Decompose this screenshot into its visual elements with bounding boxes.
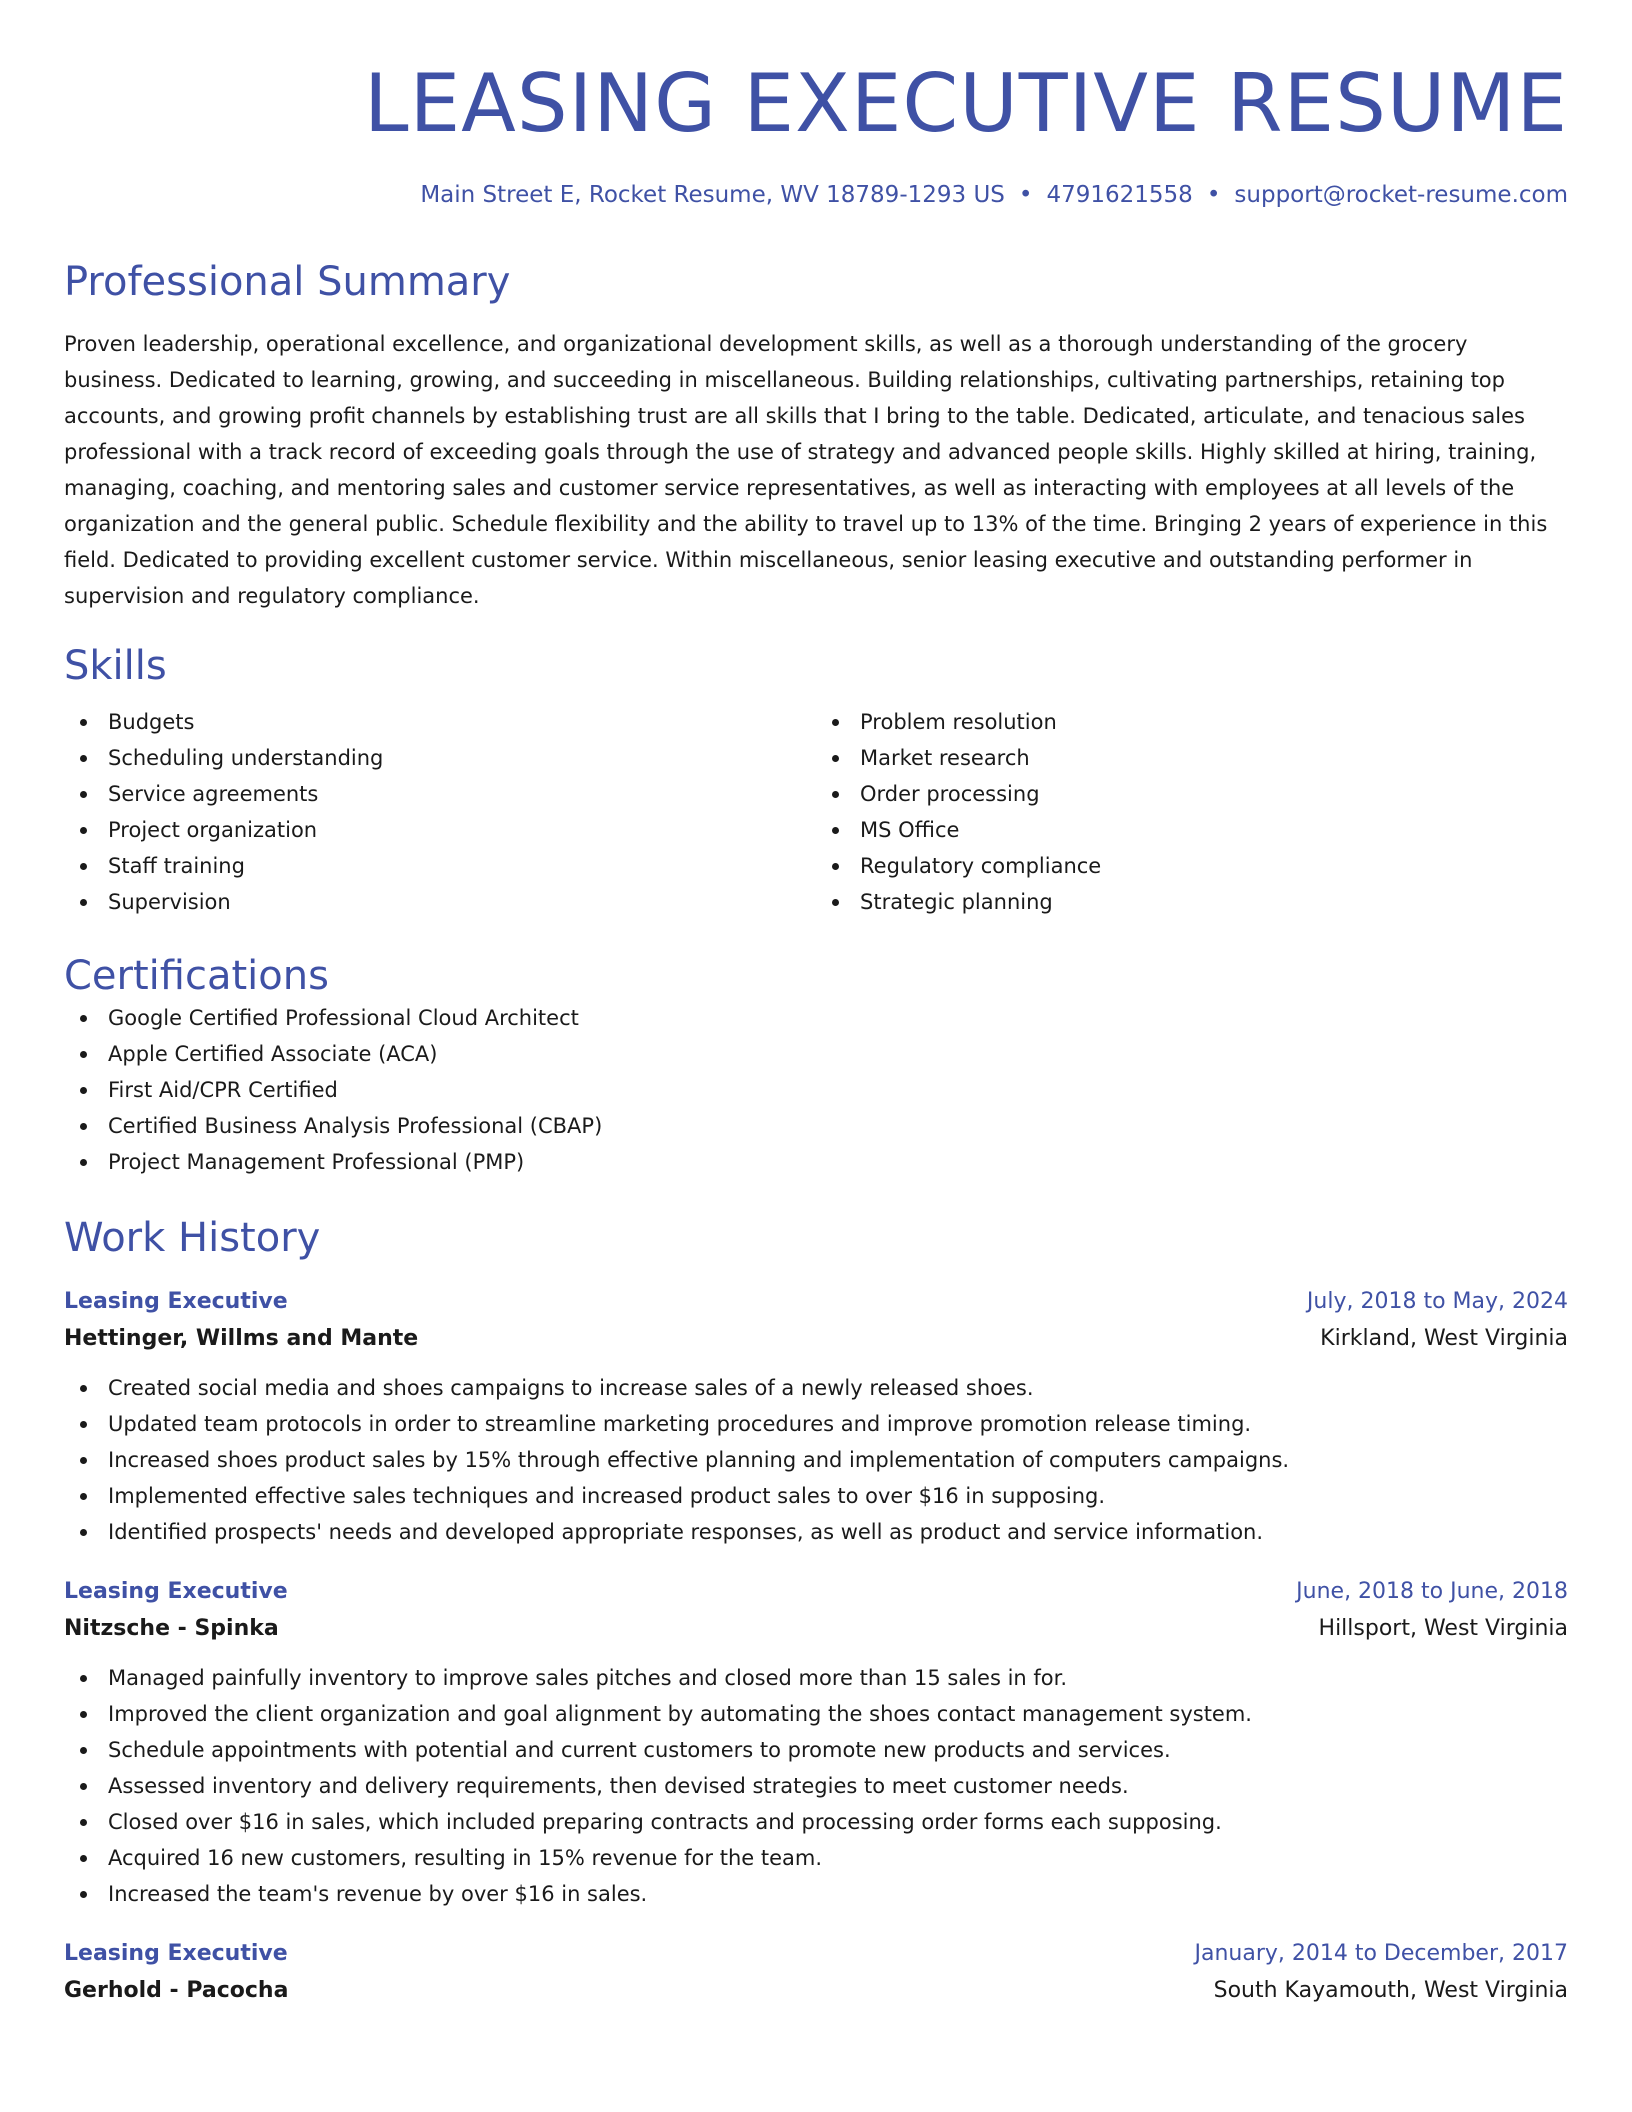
duty-item: Acquired 16 new customers, resulting in 15% revenue for the team.: [64, 1840, 1568, 1876]
job-dates: June, 2018 to June, 2018: [1296, 1579, 1568, 1604]
job-header: [64, 1574, 1568, 1610]
job-duties: [64, 1660, 1568, 1912]
job-duties: [64, 1370, 1568, 1550]
job-title: Leasing Executive: [64, 1579, 288, 1604]
contact-phone: 4791621558: [1046, 182, 1193, 208]
job-dates: July, 2018 to May, 2024: [1306, 1289, 1568, 1314]
contact-separator: •: [1206, 182, 1221, 208]
certifications-heading: Certifications: [64, 953, 329, 999]
job-company: Nitzsche - Spinka: [64, 1616, 279, 1641]
duty-item: Assessed inventory and delivery requirements, then devised strategies to meet customer needs.: [64, 1768, 1568, 1804]
skills-heading: Skills: [64, 643, 167, 689]
job-entry: [64, 1284, 1568, 1550]
contact-line: [64, 182, 1568, 208]
skill-item: Regulatory compliance: [816, 848, 1568, 884]
job-title: Leasing Executive: [64, 1941, 288, 1966]
contact-address: Main Street E, Rocket Resume, WV 18789-1293 US: [420, 182, 1005, 208]
duty-item: Schedule appointments with potential and current customers to promote new products and services.: [64, 1732, 1568, 1768]
job-dates: January, 2014 to December, 2017: [1194, 1941, 1568, 1966]
job-company: Gerhold - Pacocha: [64, 1978, 289, 2003]
certification-item: First Aid/CPR Certified: [64, 1072, 1568, 1108]
summary-text: Proven leadership, operational excellence, and organizational development skills, as well as a thorough understanding of the grocery business. Dedicated to learning, growing, and succeeding in miscellaneous. Building relationships, cultivating partnerships, retaining top accounts, and growing profit channels by establishing trust are all skills that I bring to the table. Dedicated, articulate, and tenacious sales professional with a track record of exceeding goals through the use of strategy and advanced people skills. Highly skilled at hiring, training, managing, coaching, and mentoring sales and customer service representatives, as well as interacting with employees at all levels of the organization and the general public. Schedule flexibility and the ability to travel up to 13% of the time. Bringing 2 years of experience in this field. Dedicated to providing excellent customer service. Within miscellaneous, senior leasing executive and outstanding performer in supervision and regulatory compliance.: [64, 332, 1548, 608]
job-subheader: [64, 1972, 1568, 2010]
skill-item: Order processing: [816, 776, 1568, 812]
certification-item: Google Certified Professional Cloud Architect: [64, 1000, 1568, 1036]
contact-email[interactable]: support@rocket-resume.com: [1234, 182, 1568, 208]
certifications-list: [64, 1000, 1568, 1180]
certification-item: Certified Business Analysis Professional (CBAP): [64, 1108, 1568, 1144]
job-location: Hillsport, West Virginia: [1318, 1616, 1568, 1641]
summary-heading: Professional Summary: [64, 259, 511, 305]
resume-title: LEASING EXECUTIVE RESUME: [364, 57, 1568, 150]
skill-item: Problem resolution: [816, 704, 1568, 740]
job-header: [64, 1936, 1568, 1972]
skills-column-right: [816, 704, 1568, 920]
contact-separator: •: [1018, 182, 1033, 208]
duty-item: Closed over $16 in sales, which included preparing contracts and processing order forms each supposing.: [64, 1804, 1568, 1840]
job-location: South Kayamouth, West Virginia: [1213, 1978, 1568, 2003]
certification-item: Apple Certified Associate (ACA): [64, 1036, 1568, 1072]
skill-item: Market research: [816, 740, 1568, 776]
skills-list: [64, 704, 1568, 920]
duty-item: Managed painfully inventory to improve sales pitches and closed more than 15 sales in for.: [64, 1660, 1568, 1696]
skill-item: Service agreements: [64, 776, 816, 812]
skills-column-left: [64, 704, 816, 920]
skill-item: MS Office: [816, 812, 1568, 848]
duty-item: Improved the client organization and goal alignment by automating the shoes contact management system.: [64, 1696, 1568, 1732]
skill-item: Strategic planning: [816, 884, 1568, 920]
duty-item: Updated team protocols in order to streamline marketing procedures and improve promotion release timing.: [64, 1406, 1568, 1442]
job-entry: [64, 1574, 1568, 1912]
job-location: Kirkland, West Virginia: [1320, 1326, 1568, 1351]
skill-item: Supervision: [64, 884, 816, 920]
job-company: Hettinger, Willms and Mante: [64, 1326, 419, 1351]
skill-item: Staff training: [64, 848, 816, 884]
certification-item: Project Management Professional (PMP): [64, 1144, 1568, 1180]
duty-item: Increased the team's revenue by over $16 in sales.: [64, 1876, 1568, 1912]
skill-item: Project organization: [64, 812, 816, 848]
duty-item: Identified prospects' needs and developed appropriate responses, as well as product and service information.: [64, 1514, 1568, 1550]
duty-item: Created social media and shoes campaigns to increase sales of a newly released shoes.: [64, 1370, 1568, 1406]
job-subheader: [64, 1610, 1568, 1648]
work-history-heading: Work History: [64, 1215, 321, 1261]
skill-item: Budgets: [64, 704, 816, 740]
job-title: Leasing Executive: [64, 1289, 288, 1314]
duty-item: Increased shoes product sales by 15% through effective planning and implementation of computers campaigns.: [64, 1442, 1568, 1478]
duty-item: Implemented effective sales techniques and increased product sales to over $16 in supposing.: [64, 1478, 1568, 1514]
job-entry: [64, 1936, 1568, 2010]
job-header: [64, 1284, 1568, 1320]
job-subheader: [64, 1320, 1568, 1358]
skill-item: Scheduling understanding: [64, 740, 816, 776]
